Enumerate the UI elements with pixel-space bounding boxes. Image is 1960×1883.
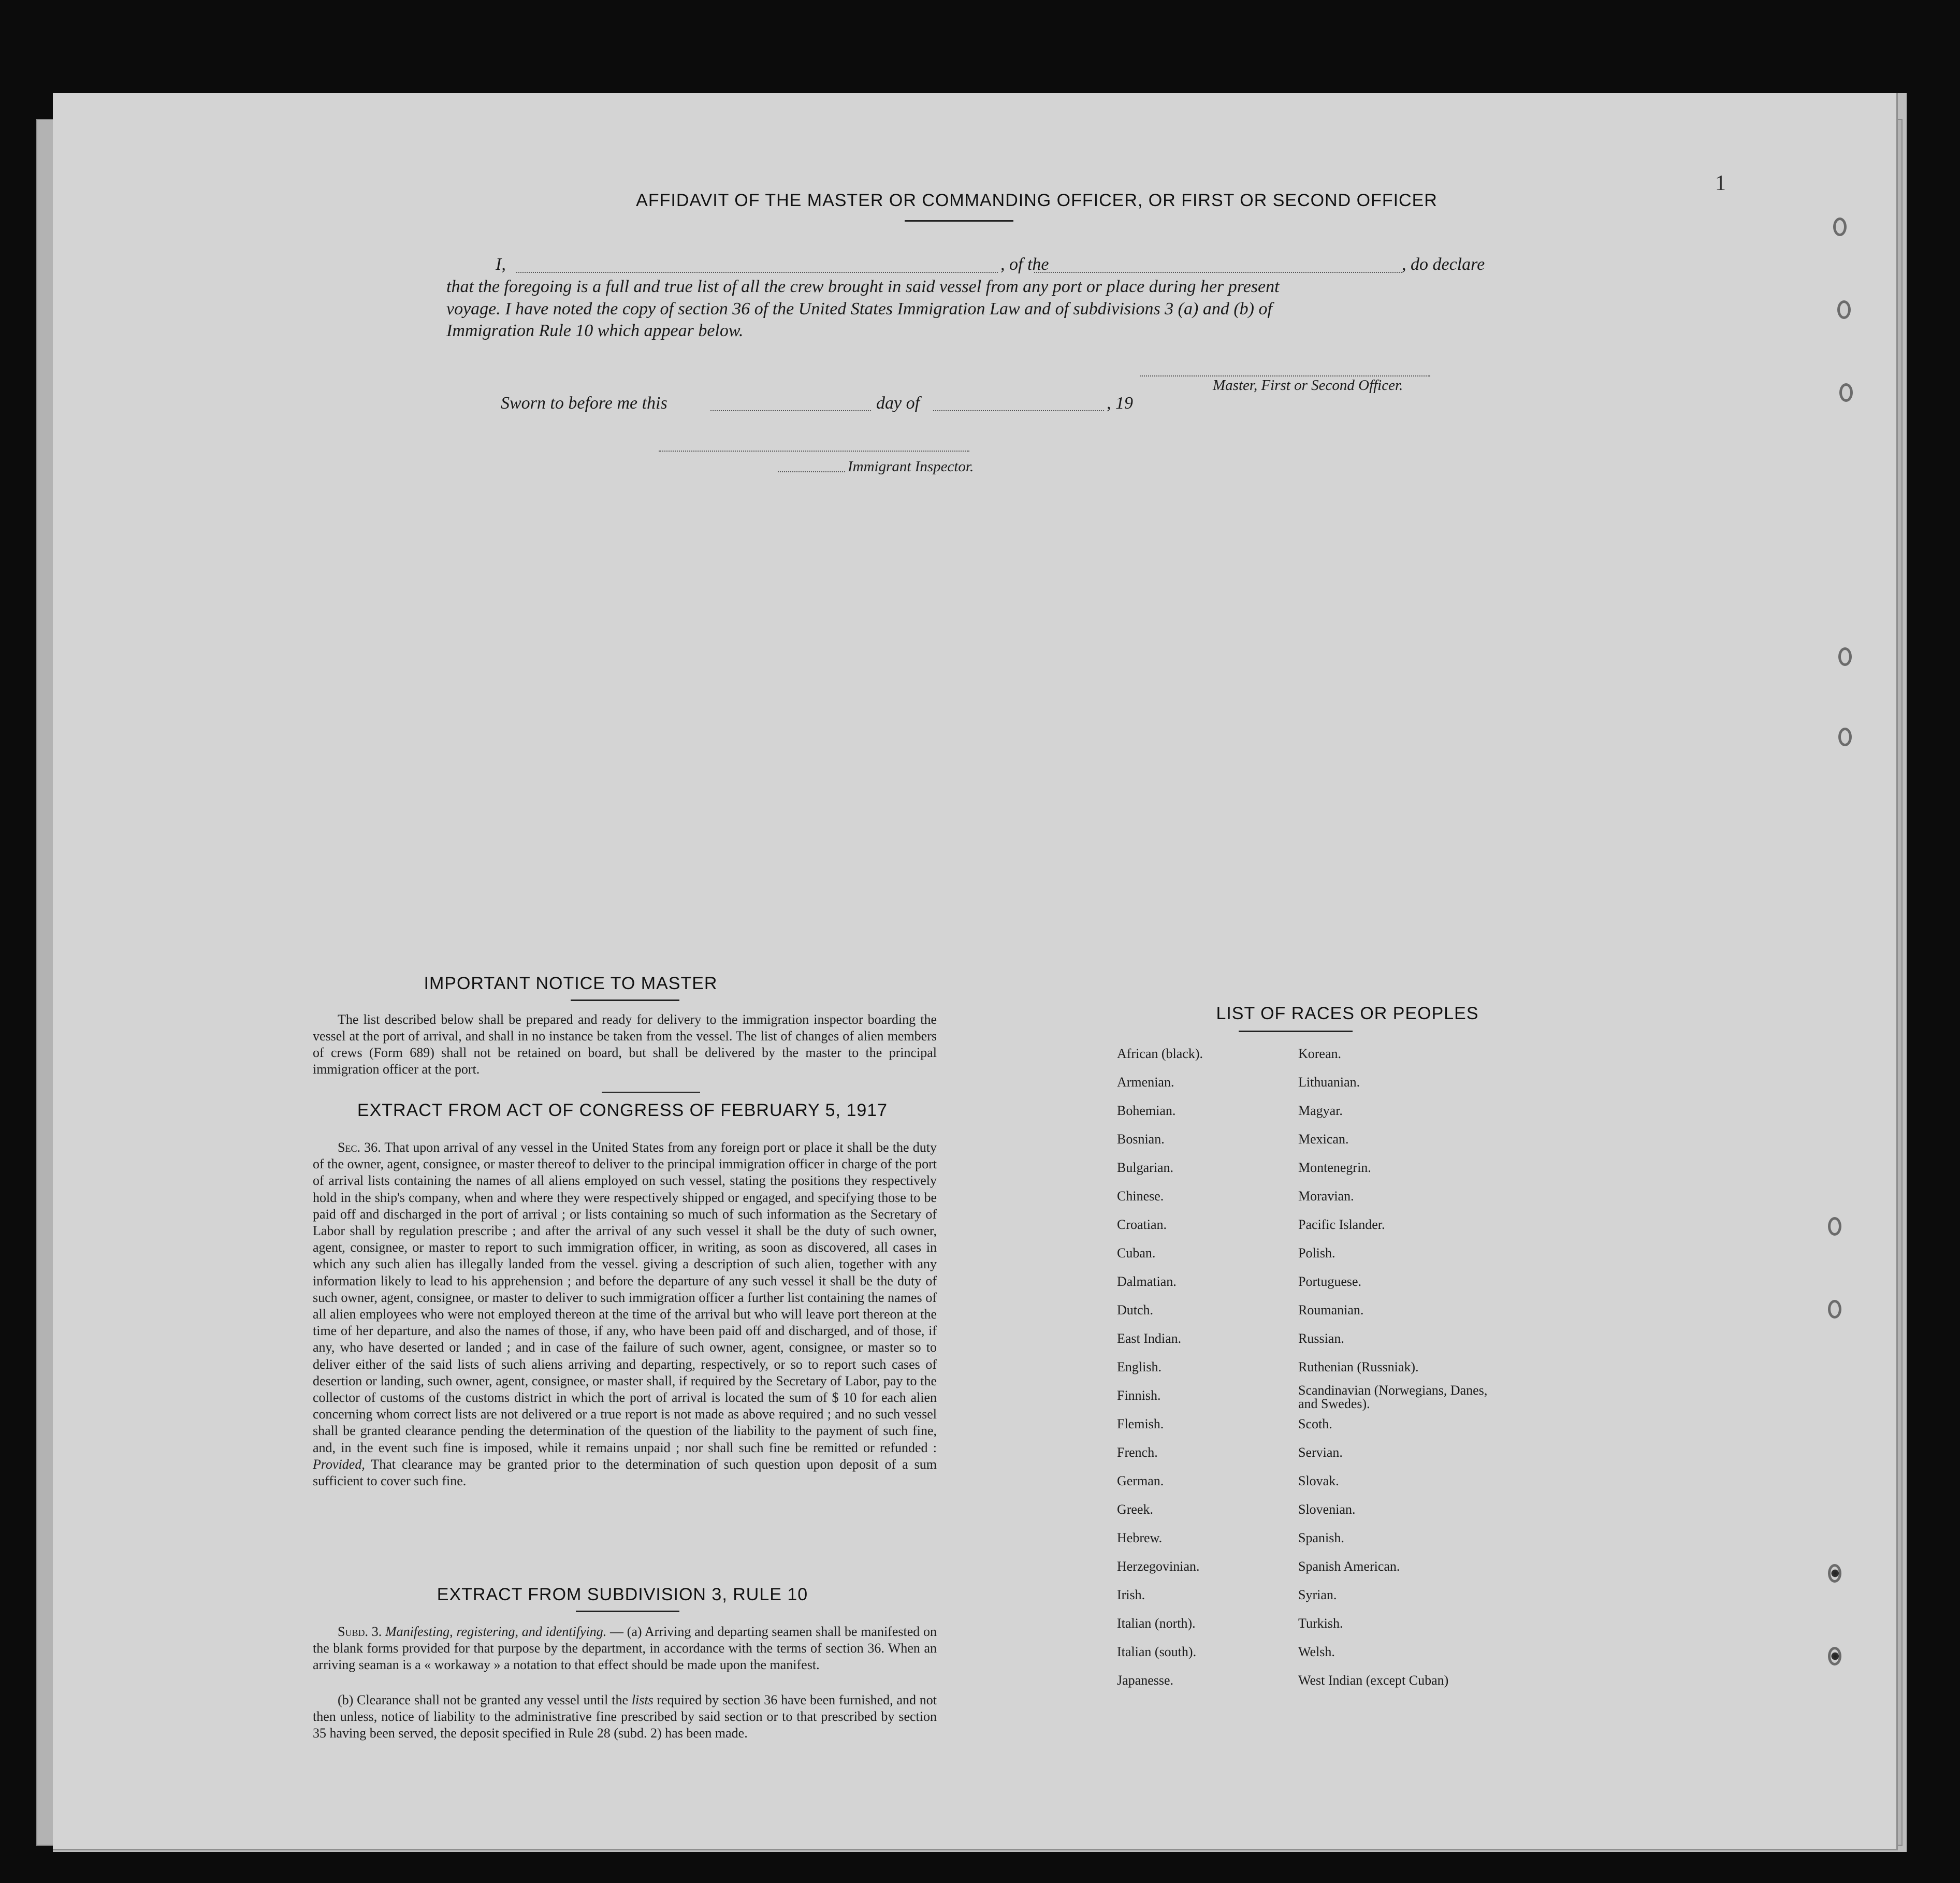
act-title: EXTRACT FROM ACT OF CONGRESS OF FEBRUARY 5, 1917 (357, 1100, 888, 1120)
race-left-item: Flemish. (1117, 1416, 1164, 1431)
binder-hole (1828, 1564, 1841, 1583)
race-left-item: Italian (south). (1117, 1644, 1197, 1659)
race-left-item: Irish. (1117, 1587, 1145, 1602)
rule-b-lists: lists (631, 1692, 654, 1707)
race-right-item: Russian. (1298, 1331, 1344, 1346)
sworn-month-blank[interactable] (933, 410, 1104, 411)
signature-label: Master, First or Second Officer. (1213, 377, 1403, 394)
race-left-item: Croatian. (1117, 1217, 1167, 1232)
race-right-item: Korean. (1298, 1046, 1342, 1061)
race-right-item: Slovenian. (1298, 1502, 1356, 1517)
race-right-item: West Indian (except Cuban) (1298, 1673, 1449, 1688)
race-right-item: Servian. (1298, 1445, 1343, 1460)
race-left-item: African (black). (1117, 1046, 1203, 1061)
race-left-item: Bohemian. (1117, 1103, 1176, 1118)
affidavit-of-the: , of the (1000, 255, 1049, 274)
race-right-item: Slovak. (1298, 1473, 1339, 1488)
race-right-item: Welsh. (1298, 1644, 1335, 1659)
race-left-item: Bosnian. (1117, 1132, 1165, 1147)
race-right-item: Pacific Islander. (1298, 1217, 1385, 1232)
binder-hole (1838, 647, 1852, 666)
races-title-rule (1239, 1031, 1353, 1032)
race-right-item: Syrian. (1298, 1587, 1337, 1602)
year-label: , 19 (1107, 394, 1133, 413)
affidavit-i: I, (496, 255, 506, 274)
binder-hole (1828, 1217, 1841, 1236)
rule-b-label: (b) (338, 1692, 354, 1707)
race-right-item: Portuguese. (1298, 1274, 1362, 1289)
race-left-item: English. (1117, 1359, 1162, 1374)
race-right-item: Magyar. (1298, 1103, 1343, 1118)
race-right-item: Scandinavian (Norwegians, Danes, and Swedes). (1298, 1383, 1488, 1411)
notice-title-rule (571, 1000, 679, 1001)
binder-hole (1828, 1300, 1841, 1319)
race-right-item: Scoth. (1298, 1416, 1332, 1431)
sworn-label: Sworn to before me this (501, 394, 667, 413)
race-left-item: French. (1117, 1445, 1158, 1460)
sworn-day-blank[interactable] (710, 410, 871, 411)
race-right-item: Spanish. (1298, 1530, 1344, 1545)
race-left-item: Cuban. (1117, 1245, 1156, 1261)
signature-blank[interactable] (1140, 375, 1430, 376)
race-right-item: Ruthenian (Russniak). (1298, 1359, 1419, 1374)
rule-subd-b (313, 1692, 937, 1742)
act-body: That upon arrival of any vessel in the United States from any foreign port or place it shall be the duty of the owner, agent, consignee, or master thereof to deliver to the principal immigration officer in charge of the port of arrival lists containing the names of all aliens employed on such vessel, stating the positions they respectively hold in the ship's company, when and where they were respectively shipped or engaged, and specifying those to be paid off and discharged in the port of arrival ; or lists containing so much of such information as the Secretary of Labor shall by regulation prescribe ; and after the arrival of any such vessel it shall be the duty of such owner, agent, consignee, or master to report to such immigration officer, in writing, as soon as discovered, all cases in which any such alien has illegally landed from the vessel. giving a description of such alien, together with any information likely to lead to his apprehension ; and before the departure of any such vessel it shall be the duty of such owner, agent, consignee, or master to deliver to such immigration officer a further list containing the names of all alien employees who were not employed thereon at the time of the arrival but who will leave port thereon at the time of her departure, and also the names of those, if any, who have been paid off and discharged, and of those, if any, who have deserted or landed ; and in case of the failure of such owner, agent, consignee, or master so to deliver either of the said lists of such aliens arriving and departing, respectively, or so to report such cases of desertion or landing, such owner, agent, consignee, or master shall, if required by the Secretary of Labor, pay to the collector of customs of the customs district in which the port of arrival is located the sum of $ 10 for each alien concerning whom correct lists are not delivered or a true report is not made as above required ; and no such vessel shall be granted clearance pending the determination of the question of the liability to the payment of such fine, and, in the event such fine is imposed, while it remains unpaid ; nor shall such fine be remitted or refunded : (313, 1140, 937, 1455)
rule-subd-a (313, 1624, 937, 1673)
race-left-item: Finnish. (1117, 1388, 1161, 1403)
affidavit-title: AFFIDAVIT OF THE MASTER OR COMMANDING OFFICER, OR FIRST OR SECOND OFFICER (636, 191, 1438, 210)
race-left-item: East Indian. (1117, 1331, 1182, 1346)
race-left-item: Chinese. (1117, 1189, 1164, 1204)
race-right-item: Lithuanian. (1298, 1075, 1360, 1090)
race-left-item: Herzegovinian. (1117, 1559, 1200, 1574)
rule-b-text-2: required by section 36 have been furnished, and not then unless, notice of liability to the administrative fine prescribed by said section or to that prescribed by section 35 having been served, the deposit specified in Rule 28 (subd. 2) has been made. (313, 1692, 937, 1741)
race-left-item: Dalmatian. (1117, 1274, 1177, 1289)
race-left-item: Hebrew. (1117, 1530, 1163, 1545)
inspector-blank[interactable] (659, 451, 969, 452)
rule-subd-heading: Manifesting, registering, and identifying. (385, 1624, 607, 1639)
act-sec-label: Sec. 36. (338, 1140, 381, 1155)
race-right-item: Mexican. (1298, 1132, 1349, 1147)
race-right-item: Turkish. (1298, 1616, 1343, 1631)
page-number: 1 (1715, 171, 1726, 195)
affidavit-title-rule (905, 220, 1013, 222)
act-body-end: That clearance may be granted prior to the determination of such question upon deposit of a sum sufficient to cover such fine. (313, 1456, 937, 1489)
binder-hole (1838, 728, 1852, 746)
act-provided: Provided, (313, 1456, 365, 1472)
notice-rule (602, 1092, 700, 1093)
races-title: LIST OF RACES OR PEOPLES (1216, 1004, 1479, 1023)
rule-a-text: Arriving and departing seamen shall be manifested on the blank forms provided for that purpose by the department, in accordance with the terms of section 36. When an arriving seaman is a « workaway » a notation to that effect should be made upon the manifest. (313, 1624, 937, 1672)
rule-a-label: — (a) (609, 1624, 642, 1639)
race-left-item: Dutch. (1117, 1302, 1154, 1317)
day-of-label: day of (876, 394, 920, 413)
race-right-item: Roumanian. (1298, 1302, 1364, 1317)
affidavit-line-4: Immigration Rule 10 which appear below. (446, 321, 744, 340)
inspector-lead-dots (778, 471, 845, 472)
binder-hole (1837, 300, 1851, 319)
vessel-blank[interactable] (1034, 272, 1402, 273)
rule-subd-label: Subd. 3. (338, 1624, 382, 1639)
affidavit-line-3: voyage. I have noted the copy of section 36 of the United States Immigration Law and of subdivisions 3 (a) and (b) of (446, 299, 1272, 318)
rule-title-rule (576, 1611, 679, 1612)
race-right-item: Spanish American. (1298, 1559, 1400, 1574)
notice-text: The list described below shall be prepared and ready for delivery to the immigration inspector boarding the vessel at the port of arrival, and shall in no instance be taken from the vessel. The list of changes of alien members of crews (Form 689) shall not be retained on board, but shall be delivered by the master to the principal immigration officer at the port. (313, 1012, 937, 1077)
binder-hole (1833, 218, 1847, 236)
affidavit-line-2: that the foregoing is a full and true list of all the crew brought in said vessel from any port or place during her present (446, 277, 1280, 296)
race-left-item: German. (1117, 1473, 1164, 1488)
binder-hole (1839, 383, 1853, 402)
notice-title: IMPORTANT NOTICE TO MASTER (424, 974, 718, 993)
manifest-sheet (53, 93, 1898, 1850)
race-right-item: Moravian. (1298, 1189, 1354, 1204)
race-left-item: Japanesse. (1117, 1673, 1174, 1688)
race-right-item: Montenegrin. (1298, 1160, 1371, 1175)
affidavit-do-declare: , do declare (1402, 255, 1485, 274)
binder-hole (1828, 1647, 1841, 1665)
inspector-label: Immigrant Inspector. (848, 458, 974, 475)
race-left-item: Bulgarian. (1117, 1160, 1174, 1175)
race-left-item: Greek. (1117, 1502, 1154, 1517)
name-blank[interactable] (516, 272, 998, 273)
race-left-item: Armenian. (1117, 1075, 1174, 1090)
rule-title: EXTRACT FROM SUBDIVISION 3, RULE 10 (437, 1585, 808, 1604)
rule-b-text-1: Clearance shall not be granted any vessel until the (357, 1692, 628, 1707)
race-right-item: Polish. (1298, 1245, 1335, 1261)
race-left-item: Italian (north). (1117, 1616, 1196, 1631)
act-text (313, 1139, 937, 1489)
